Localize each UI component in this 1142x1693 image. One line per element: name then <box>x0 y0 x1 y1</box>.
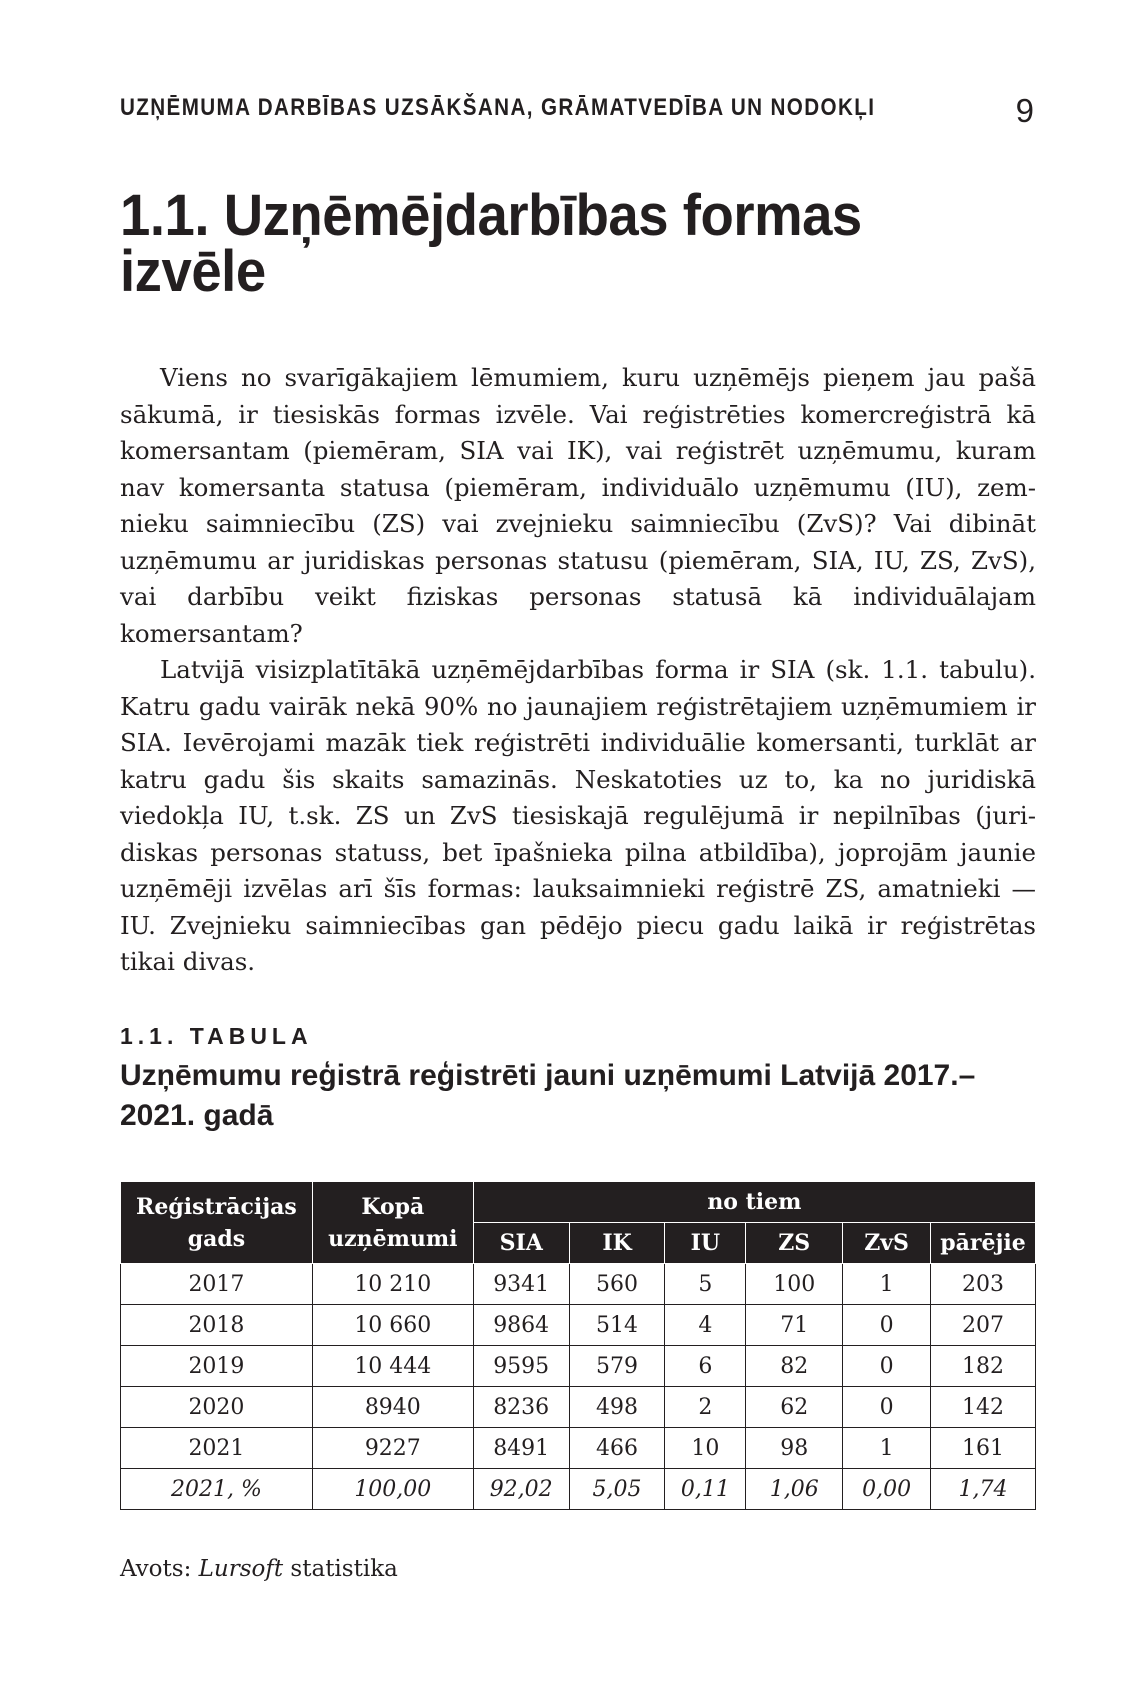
table-cell: 5,05 <box>569 1469 665 1510</box>
chapter-title-line-2: izvēle <box>120 239 266 304</box>
table-row <box>121 1428 1036 1469</box>
table-cell: 1,74 <box>931 1469 1036 1510</box>
table-cell: 100,00 <box>312 1469 473 1510</box>
table-cell: 2019 <box>121 1346 313 1387</box>
source-name: Lursoft <box>198 1556 284 1582</box>
body-text <box>120 360 1036 981</box>
table-caption: Uzņēmumu reģistrā reģistrēti jauni uzņēmumi Latvijā 2017.–2021. gadā <box>120 1059 976 1132</box>
table-cell: 0 <box>843 1346 931 1387</box>
table-cell: 579 <box>569 1346 665 1387</box>
table-cell: 10 <box>665 1428 746 1469</box>
header-sia: SIA <box>473 1223 569 1264</box>
chapter-title <box>120 183 985 304</box>
table-row <box>121 1264 1036 1305</box>
table-row <box>121 1305 1036 1346</box>
table-row <box>121 1346 1036 1387</box>
table-cell: 0 <box>843 1305 931 1346</box>
source-prefix: Avots: <box>120 1556 199 1582</box>
header-registration-year: Reģistrācijas gads <box>121 1182 313 1264</box>
table-cell: 1 <box>843 1428 931 1469</box>
table-cell: 2 <box>665 1387 746 1428</box>
table-cell: 2017 <box>121 1264 313 1305</box>
table-cell: 9227 <box>312 1428 473 1469</box>
table-cell: 9595 <box>473 1346 569 1387</box>
table-cell: 0,11 <box>665 1469 746 1510</box>
header-other: pārējie <box>931 1223 1036 1264</box>
table-cell: 10 210 <box>312 1264 473 1305</box>
table-cell: 466 <box>569 1428 665 1469</box>
table-cell: 100 <box>746 1264 843 1305</box>
header-ik: IK <box>569 1223 665 1264</box>
table-cell: 10 660 <box>312 1305 473 1346</box>
table-cell: 560 <box>569 1264 665 1305</box>
table-cell: 2021 <box>121 1428 313 1469</box>
table-cell: 2020 <box>121 1387 313 1428</box>
table-cell: 2018 <box>121 1305 313 1346</box>
table-cell: 8236 <box>473 1387 569 1428</box>
paragraph-1: Viens no svarīgākajiem lēmumiem, kuru uzņēmējs pieņem jau pašā sākumā, ir tiesiskās formas izvēle. Vai reģistrēties komercreģistrā kā komersantam (piemēram, SIA vai IK), vai reģistrēt uzņēmumu, kuram nav komersanta statusa (piemēram, individuālo uzņēmumu (IU), zemnieku saimniecību (ZS) vai zvejnieku saimniecību (ZvS)? Vai dibināt uzņēmumu ar juridiskas personas statusu (piemēram, SIA, IU, ZS, ZvS), vai darbību veikt fiziskas personas statusā kā individuālajam komersantam? <box>120 363 1036 648</box>
header-zs: ZS <box>746 1223 843 1264</box>
chapter-title-line-1: 1.1. Uzņēmējdarbības formas <box>120 183 862 248</box>
table-cell: 207 <box>931 1305 1036 1346</box>
table-cell: 161 <box>931 1428 1036 1469</box>
header-iu: IU <box>665 1223 746 1264</box>
table-row <box>121 1387 1036 1428</box>
table-cell: 2021, % <box>121 1469 313 1510</box>
table-cell: 8491 <box>473 1428 569 1469</box>
table-cell: 498 <box>569 1387 665 1428</box>
table-cell: 10 444 <box>312 1346 473 1387</box>
table-cell: 1,06 <box>746 1469 843 1510</box>
header-of-which: no tiem <box>473 1182 1035 1223</box>
page-number: 9 <box>1015 92 1034 129</box>
table-cell: 82 <box>746 1346 843 1387</box>
table-row-percent <box>121 1469 1036 1510</box>
table-cell: 182 <box>931 1346 1036 1387</box>
table-cell: 6 <box>665 1346 746 1387</box>
table-cell: 0 <box>843 1387 931 1428</box>
table-cell: 203 <box>931 1264 1036 1305</box>
source-suffix: statistika <box>283 1556 398 1582</box>
paragraph-2: Latvijā visizplatītākā uzņēmējdarbības forma ir SIA (sk. 1.1. tabulu). Katru gadu vairāk nekā 90% no jaunajiem reģistrētajiem uzņēmumiem ir SIA. Ievērojami mazāk tiek reģistrēti individuālie komersanti, turklāt ar katru gadu šis skaits samazinās. Neskatoties uz to, ka no juridiskā viedokļa IU, t.sk. ZS un ZvS tiesiskajā regulējumā ir nepilnības (juridiskas personas statuss, bet īpašnieka pilna atbildība), joprojām jaunie uzņēmēji izvēlas arī šīs formas: lauksaimnieki reģistrē ZS, amatnieki — IU. Zvejnieku saimniecības gan pēdējo piecu gadu laikā ir reģistrētas tikai divas. <box>120 655 1036 976</box>
table-source <box>120 1556 398 1582</box>
table-cell: 142 <box>931 1387 1036 1428</box>
header-total-companies: Kopā uzņēmumi <box>312 1182 473 1264</box>
table-cell: 1 <box>843 1264 931 1305</box>
table-cell: 514 <box>569 1305 665 1346</box>
table-cell: 62 <box>746 1387 843 1428</box>
table-label: 1.1. TABULA <box>120 1023 313 1049</box>
table-cell: 98 <box>746 1428 843 1469</box>
table-cell: 4 <box>665 1305 746 1346</box>
table-cell: 9341 <box>473 1264 569 1305</box>
running-head: UZŅĒMUMA DARBĪBAS UZSĀKŠANA, GRĀMATVEDĪBA UN NODOKĻI <box>120 94 876 121</box>
header-zvs: ZvS <box>843 1223 931 1264</box>
table-cell: 9864 <box>473 1305 569 1346</box>
table-cell: 71 <box>746 1305 843 1346</box>
table-cell: 8940 <box>312 1387 473 1428</box>
registrations-table <box>120 1181 1036 1510</box>
table-cell: 92,02 <box>473 1469 569 1510</box>
table-cell: 0,00 <box>843 1469 931 1510</box>
table-cell: 5 <box>665 1264 746 1305</box>
